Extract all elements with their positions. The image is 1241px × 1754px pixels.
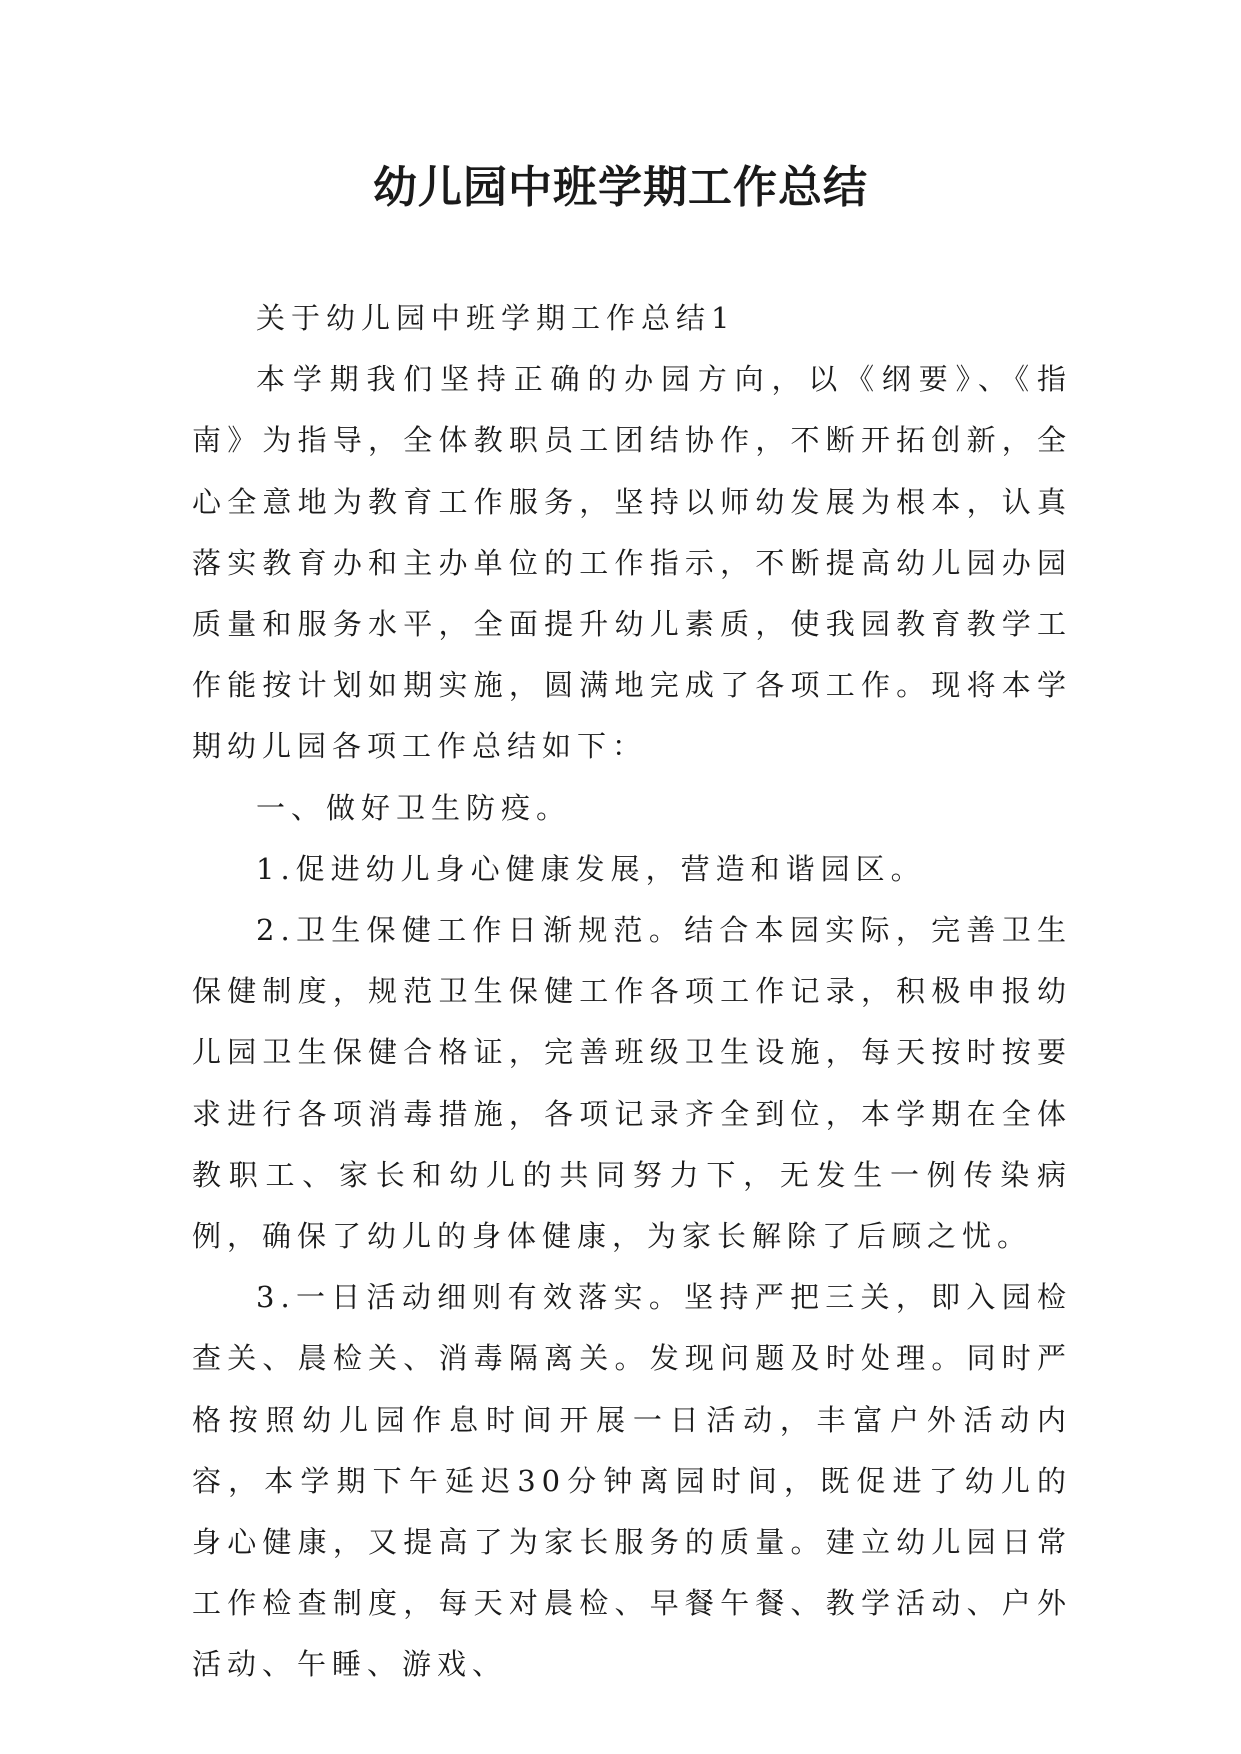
- paragraph-intro: 本学期我们坚持正确的办园方向，以《纲要》、《指南》为指导，全体教职员工团结协作，不断开拓创新，全心全意地为教育工作服务，坚持以师幼发展为根本，认真落实教育办和主办单位的工作指示，不断提高幼儿园办园质量和服务水平，全面提升幼儿素质，使我园教育教学工作能按计划如期实施，圆满地完成了各项工作。现将本学期幼儿园各项工作总结如下：: [192, 362, 1072, 764]
- document-title: 幼儿园中班学期工作总结: [373, 162, 868, 213]
- paragraph-item-3: 3.一日活动细则有效落实。坚持严把三关，即入园检查关、晨检关、消毒隔离关。发现问题及时处理。同时严格按照幼儿园作息时间开展一日活动，丰富户外活动内容，本学期下午延迟30分钟离园时间，既促进了幼儿的身心健康，又提高了为家长服务的质量。建立幼儿园日常工作检查制度，每天对晨检、早餐午餐、教学活动、户外活动、午睡、游戏、: [192, 1280, 1072, 1682]
- document-body: [192, 288, 1072, 1696]
- paragraph-item-1: 1.促进幼儿身心健康发展，营造和谐园区。: [256, 851, 926, 886]
- section-heading: 一、做好卫生防疫。: [256, 790, 572, 825]
- paragraph-item-2: 2.卫生保健工作日渐规范。结合本园实际，完善卫生保健制度，规范卫生保健工作各项工作记录，积极申报幼儿园卫生保健合格证，完善班级卫生设施，每天按时按要求进行各项消毒措施，各项记录齐全到位，本学期在全体教职工、家长和幼儿的共同努力下，无发生一例传染病例，确保了幼儿的身体健康，为家长解除了后顾之忧。: [192, 913, 1072, 1254]
- paragraph-subtitle: 关于幼儿园中班学期工作总结1: [256, 301, 736, 335]
